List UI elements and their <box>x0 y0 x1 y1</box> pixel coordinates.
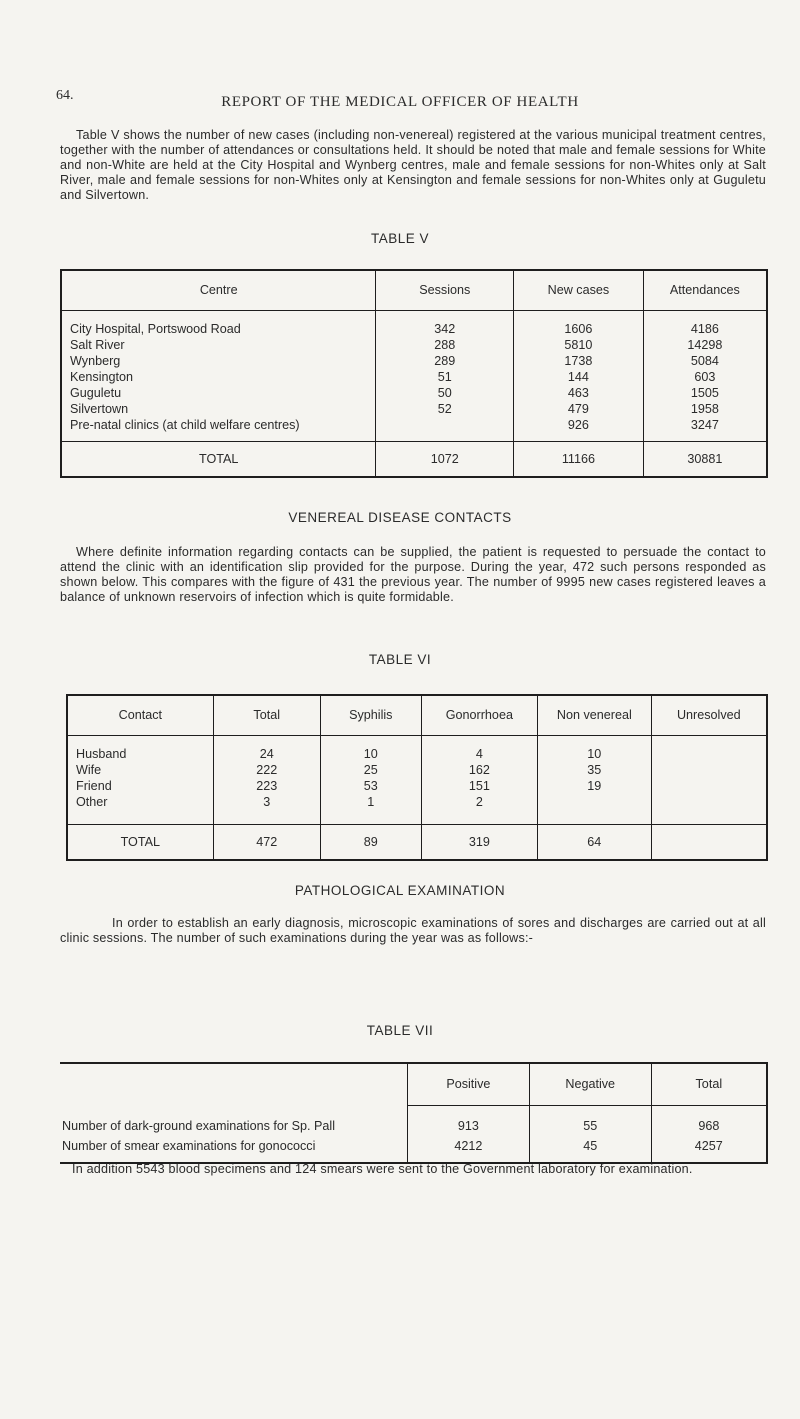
table-vii <box>60 1062 768 1164</box>
column-header: Sessions <box>376 270 514 310</box>
total-cell: 472 <box>213 824 320 860</box>
non-venereal-column <box>537 735 651 824</box>
pathological-paragraph: In order to establish an early diagnosis, microscopic examinations of sores and discharges are carried out at all clinic sessions. The number of such examinations during the year was as follows:- <box>60 916 766 945</box>
running-head: REPORT OF THE MEDICAL OFFICER OF HEALTH <box>221 94 579 110</box>
table-cell: 144 <box>567 369 589 384</box>
table-cell: 162 <box>468 762 490 777</box>
page-number: 64. <box>56 88 74 103</box>
column-header: Gonorrhoea <box>421 695 537 735</box>
total-cell: 30881 <box>643 441 767 477</box>
table-cell: 25 <box>363 762 378 777</box>
vd-contacts-paragraph: Where definite information regarding contacts can be supplied, the patient is requested to persuade the contact to attend the clinic with an identification slip provided for the purpose. During the year, 472 such persons responded as shown below. This compares with the figure of 431 the previous year. The number of 9995 new cases registered leaves a balance of unknown reservoirs of infection which is quite formidable. <box>60 545 766 604</box>
column-header: Attendances <box>643 270 767 310</box>
column-header: Positive <box>407 1063 529 1105</box>
table-cell: 10 <box>587 746 602 761</box>
table-cell: 222 <box>256 762 278 777</box>
column-header: Negative <box>529 1063 651 1105</box>
table-cell: 24 <box>259 746 274 761</box>
table-cell: 50 <box>437 385 452 400</box>
table-cell <box>652 746 766 762</box>
column-header: Contact <box>67 695 213 735</box>
total-cell: 64 <box>537 824 651 860</box>
table-cell: Friend <box>76 778 112 793</box>
table-cell: Pre-natal clinics (at child welfare centres) <box>70 417 300 432</box>
column-header: New cases <box>514 270 644 310</box>
total-cell: 11166 <box>514 441 644 477</box>
table-cell: 10 <box>363 746 378 761</box>
table-cell <box>652 762 766 778</box>
total-label: TOTAL <box>61 441 376 477</box>
table-cell: 55 <box>583 1118 598 1133</box>
positive-column <box>407 1105 529 1163</box>
table-cell: Guguletu <box>70 385 122 400</box>
total-cell: 89 <box>320 824 421 860</box>
table-cell: Kensington <box>70 369 134 384</box>
table-cell: 35 <box>587 762 602 777</box>
column-header: Centre <box>61 270 376 310</box>
table-cell: 926 <box>567 417 589 432</box>
table-cell: 52 <box>437 401 452 416</box>
table-cell <box>376 417 513 433</box>
column-header: Total <box>651 1063 767 1105</box>
table-cell: 1 <box>367 794 375 809</box>
table-cell: 1606 <box>564 321 593 336</box>
table-vi-title: TABLE VI <box>368 652 432 667</box>
table-cell: Wynberg <box>70 353 121 368</box>
total-cell: 319 <box>421 824 537 860</box>
table-cell: Wife <box>76 762 102 777</box>
table-cell: 603 <box>694 369 716 384</box>
centre-column <box>61 310 376 441</box>
table-cell <box>538 794 651 810</box>
table-cell: 342 <box>434 321 456 336</box>
gonorrhoea-column <box>421 735 537 824</box>
table-cell: 479 <box>567 401 589 416</box>
attendances-column <box>643 310 767 441</box>
table-v <box>60 269 768 478</box>
pathological-heading: PATHOLOGICAL EXAMINATION <box>294 883 506 898</box>
table-cell: Silvertown <box>70 401 129 416</box>
syphilis-column <box>320 735 421 824</box>
blank-header <box>60 1063 407 1105</box>
new-cases-column <box>514 310 644 441</box>
table-vi <box>66 694 768 861</box>
column-header: Syphilis <box>320 695 421 735</box>
table-cell: 288 <box>434 337 456 352</box>
total-label: TOTAL <box>67 824 213 860</box>
table-cell: Number of dark-ground examinations for Sp. Pall <box>62 1118 335 1133</box>
table-cell: Husband <box>76 746 127 761</box>
table-cell: 223 <box>256 778 278 793</box>
table-cell: 4 <box>475 746 483 761</box>
examination-column <box>60 1105 407 1163</box>
table-cell: 1738 <box>564 353 593 368</box>
table-cell <box>652 778 766 794</box>
table-cell: 1505 <box>690 385 719 400</box>
table-cell: 19 <box>587 778 602 793</box>
sessions-column <box>376 310 514 441</box>
table-cell: 53 <box>363 778 378 793</box>
table-cell: 289 <box>434 353 456 368</box>
contact-column <box>67 735 213 824</box>
table-cell: Number of smear examinations for gonococci <box>62 1138 316 1153</box>
table-cell: Other <box>76 794 108 809</box>
table-cell: 2 <box>475 794 483 809</box>
total-column <box>213 735 320 824</box>
intro-paragraph: Table V shows the number of new cases (including non-venereal) registered at the various municipal treatment centres, together with the number of attendances or consultations held. It should be noted that male and female sessions for White and non-White are held at the City Hospital and Wynberg centres, male and female sessions for non-Whites only at Salt River, male and female sessions for non-Whites only at Kensington and female sessions for non-Whites only at Guguletu and Silvertown. <box>60 128 766 202</box>
table-cell: 4257 <box>694 1138 723 1153</box>
total-cell: 1072 <box>376 441 514 477</box>
total-cell <box>651 824 767 860</box>
column-header: Non venereal <box>537 695 651 735</box>
table-cell: 51 <box>437 369 452 384</box>
table-cell: 1958 <box>690 401 719 416</box>
table-cell: 151 <box>468 778 490 793</box>
table-vii-title: TABLE VII <box>366 1023 434 1038</box>
table-cell: 4212 <box>454 1138 483 1153</box>
column-header: Total <box>213 695 320 735</box>
table-cell <box>652 794 766 810</box>
table-cell: 968 <box>698 1118 720 1133</box>
table-cell: 3 <box>263 794 271 809</box>
table-cell: 14298 <box>687 337 723 352</box>
column-header: Unresolved <box>651 695 767 735</box>
table-cell: 4186 <box>690 321 719 336</box>
negative-column <box>529 1105 651 1163</box>
table-v-title: TABLE V <box>370 231 430 246</box>
table-cell: 463 <box>567 385 589 400</box>
table-cell: City Hospital, Portswood Road <box>70 321 241 336</box>
unresolved-column <box>651 735 767 824</box>
total-column <box>651 1105 767 1163</box>
table-cell: 45 <box>583 1138 598 1153</box>
table-cell: 5084 <box>690 353 719 368</box>
table-cell: 5810 <box>564 337 593 352</box>
vd-contacts-heading: VENEREAL DISEASE CONTACTS <box>288 510 512 525</box>
closing-paragraph: In addition 5543 blood specimens and 124 smears were sent to the Government laboratory for examination. <box>72 1162 693 1176</box>
table-cell: Salt River <box>70 337 125 352</box>
table-cell: 913 <box>457 1118 479 1133</box>
table-cell: 3247 <box>690 417 719 432</box>
